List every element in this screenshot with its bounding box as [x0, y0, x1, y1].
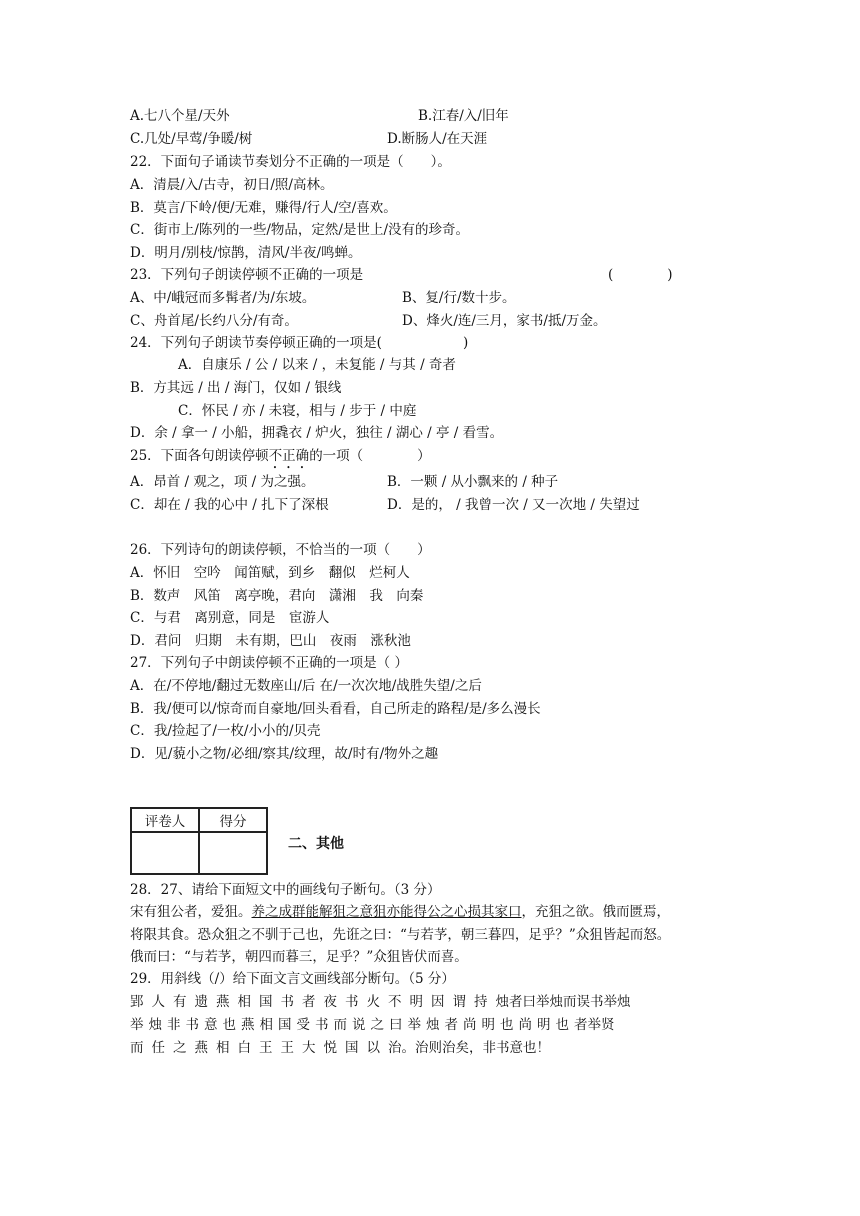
- q25-option-d: D．是的， / 我曾一次 / 又一次地 / 失望过: [387, 497, 640, 513]
- q23-option-a: A、中/峨冠而多髯者/为/东坡。: [130, 290, 316, 306]
- q29-line2-spaced: 举烛非书意也燕相国受书而说之曰举烛者尚明也尚明也: [130, 1017, 574, 1033]
- q29-line2-tail: 者举贤: [574, 1017, 615, 1033]
- q22-option-c: C．街市上/陈列的一些/物品，定然/是世上/没有的珍奇。: [130, 222, 470, 238]
- grader-cell: [131, 832, 199, 874]
- q26-option-c: C．与君 离别意，同是 宦游人: [130, 610, 330, 626]
- q29-passage-line-2: [130, 1015, 615, 1035]
- q26-option-a: A．怀旧 空吟 闻笛赋，到乡 翻似 烂柯人: [130, 565, 410, 581]
- q25-emphasis: 不正确: [268, 448, 310, 464]
- q26-option-b: B．数声 风笛 离亭晚，君向 潇湘 我 向秦: [130, 588, 424, 604]
- q23-option-b: B、复/行/数十步。: [402, 290, 516, 306]
- q29-line3-tail: 治。治则治矣，非书意也！: [388, 1040, 550, 1056]
- grader-header: 评卷人: [131, 808, 199, 832]
- q22-option-b: B．莫言/下岭/便/无难，赚得/行人/空/喜欢。: [130, 200, 397, 216]
- q23-option-c: C、舟首尾/长约八分/有奇。: [130, 313, 298, 329]
- question-22: 22．下面句子诵读节奏划分不正确的一项是（ ）。: [130, 154, 451, 170]
- question-24: 24．下列句子朗读节奏停顿正确的一项是( ): [130, 335, 469, 351]
- q23-option-d: D、烽火/连/三月，家书/抵/万金。: [402, 313, 607, 329]
- q24-option-b: B．方其远 / 出 / 海门，仅如 / 银线: [130, 380, 342, 396]
- question-27: 27．下列句子中朗读停顿不正确的一项是（ ）: [130, 655, 408, 671]
- question-28: 28．27、请给下面短文中的画线句子断句。（3 分）: [130, 882, 441, 898]
- q24-option-d: D．余 / 拿一 / 小船，拥毳衣 / 炉火，独往 / 湖心 / 亭 / 看雪。: [130, 425, 504, 441]
- option-a-line: A.七八个星/天外: [130, 108, 230, 124]
- q28-passage-line-3: 俄而曰：“与若芧，朝四而暮三，足乎？”众狙皆伏而喜。: [130, 949, 468, 965]
- q29-line3-spaced: 而任之燕相白王王大悦国以: [130, 1040, 388, 1056]
- q28-underlined-sentence: 养之成群能解狙之意狙亦能得公之心损其家口: [251, 904, 522, 920]
- q29-passage-line-3: [130, 1038, 550, 1058]
- q28-passage-line-1: [130, 902, 670, 922]
- q28-passage-line-2: 将限其食。恐众狙之不驯于己也，先诳之曰：“与若芧，朝三暮四，足乎？”众狙皆起而怒。: [130, 927, 671, 943]
- q29-line1-tail: 烛者曰举烛而误书举烛: [495, 994, 631, 1010]
- q22-option-d: D．明月/别枝/惊鹊，清风/半夜/鸣蝉。: [130, 245, 362, 261]
- option-b-line: B.江春/入/旧年: [418, 108, 509, 124]
- q25-option-b: B．一颗 / 从小飘来的 / 种子: [387, 474, 559, 490]
- q27-option-b: B．我/便可以/惊奇而自豪地/回头看看，自己所走的路程/是/多么漫长: [130, 701, 541, 717]
- q27-option-c: C．我/捡起了/一枚/小小的/贝壳: [130, 723, 321, 739]
- question-26: 26．下列诗句的朗读停顿，不恰当的一项（ ）: [130, 542, 431, 558]
- q24-option-a: A．自康乐 / 公 / 以来 / ，未复能 / 与其 / 奇者: [178, 357, 456, 373]
- option-c-line: C.几处/早莺/争暖/树: [130, 131, 253, 147]
- section-heading: 二、其他: [288, 836, 344, 852]
- question-25: [130, 446, 431, 472]
- q27-option-d: D．见/藐小之物/必细/察其/纹理，故/时有/物外之趣: [130, 746, 439, 762]
- q29-passage-line-1: [130, 992, 631, 1012]
- q26-option-d: D．君问 归期 未有期，巴山 夜雨 涨秋池: [130, 633, 411, 649]
- q25-suffix: 的一项（ ）: [309, 448, 431, 464]
- q23-answer-paren: ( ): [608, 267, 673, 283]
- option-d-line: D.断肠人/在天涯: [387, 131, 488, 147]
- q28-passage-end: ，充狙之欲。俄而匮焉，: [521, 904, 670, 920]
- q25-option-a: A．昂首 / 观之，项 / 为之强。: [130, 474, 315, 490]
- score-cell: [199, 832, 267, 874]
- q27-option-a: A．在/不停地/翻过无数座山/后 在/一次次地/战胜失望/之后: [130, 678, 482, 694]
- score-header: 得分: [199, 808, 267, 832]
- question-29: 29．用斜线（/）给下面文言文画线部分断句。（5 分）: [130, 971, 455, 987]
- score-table: [130, 807, 268, 875]
- q25-prefix: 25．下面各句朗读停顿: [130, 448, 269, 464]
- q25-option-c: C．却在 / 我的心中 / 扎下了深根: [130, 497, 329, 513]
- q24-option-c: C．怀民 / 亦 / 未寝，相与 / 步于 / 中庭: [178, 403, 417, 419]
- q28-passage-start: 宋有狙公者，爱狙。: [130, 904, 252, 920]
- question-23: 23．下列句子朗读停顿不正确的一项是: [130, 267, 364, 283]
- q29-line1-spaced: 郢人有遗燕相国书者夜书火不明因谓持: [130, 994, 496, 1010]
- q22-option-a: A．清晨/入/古寺，初日/照/高林。: [130, 177, 334, 193]
